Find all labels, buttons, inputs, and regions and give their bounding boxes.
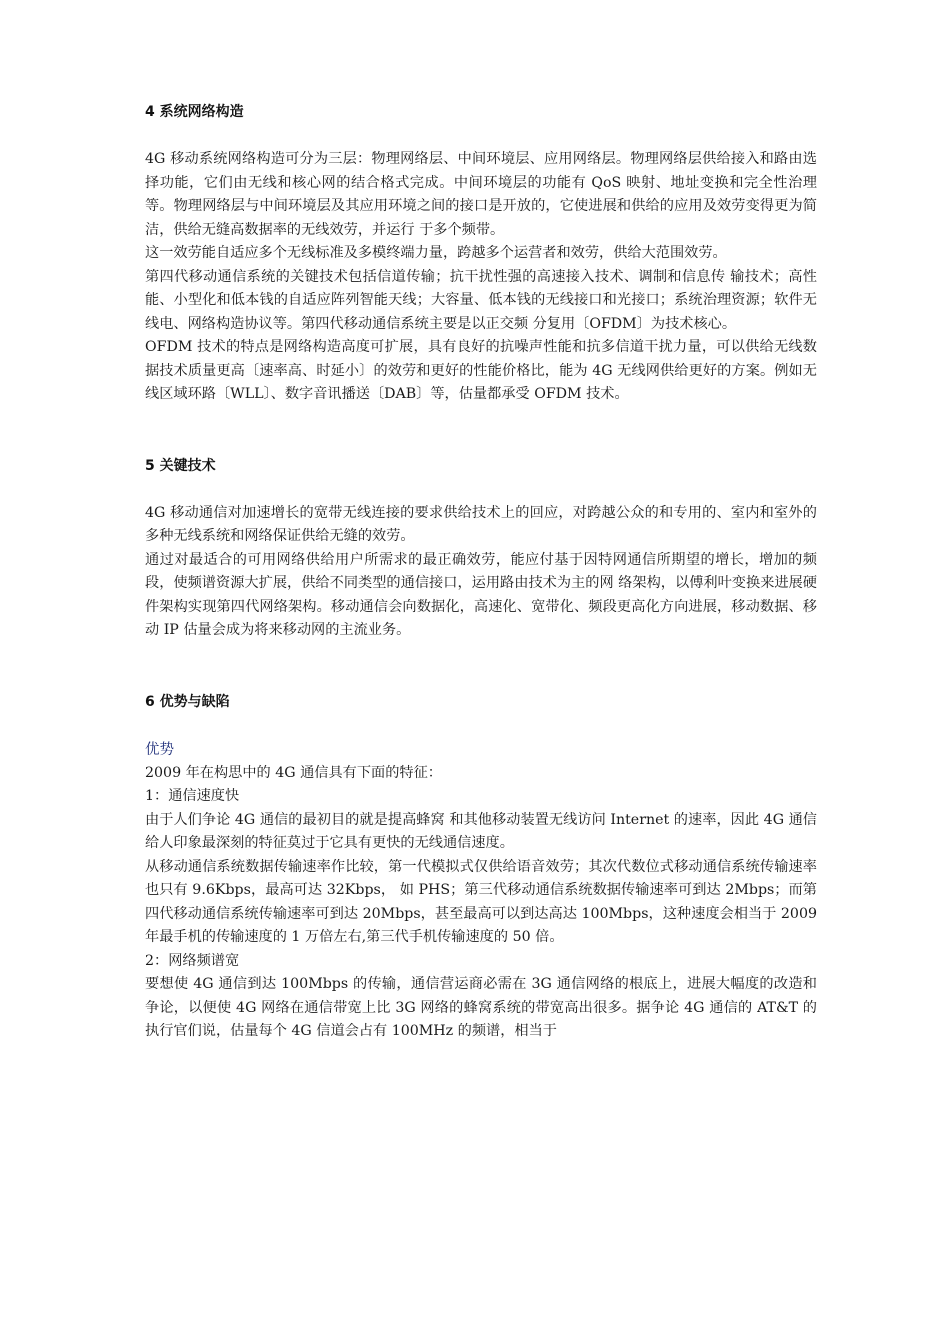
paragraph: 第四代移动通信系统的关键技术包括信道传输；抗干扰性强的高速接入技术、调制和信息传 输技术；高性能、小型化和低本钱的自适应阵列智能天线；大容量、低本钱的无线接口和光接口；系统治理资源；软件无线电、网络构造协议等。第四代移动通信系统主要是以正交频 分复用〔OFDM〕为技术核心。 [145, 268, 817, 332]
paragraph: 通过对最适合的可用网络供给用户所需求的最正确效劳，能应付基于因特网通信所期望的增长，增加的频段，使频谱资源大扩展，供给不同类型的通信接口，运用路由技术为主的网 络架构，以傅利叶变换来进展硬件架构实现第四代网络架构。移动通信会向数据化，高速化、宽带化、频段更高化方向进展，移动数据、移动 IP 估量会成为将来移动网的主流业务。 [145, 551, 817, 638]
paragraph: 4G 移动系统网络构造可分为三层：物理网络层、中间环境层、应用网络层。物理网络层供给接入和路由选择功能，它们由无线和核心网的结合格式完成。中间环境层的功能有 QoS 映射、地址变换和完全性治理等。物理网络层与中间环境层及其应用环境之间的接口是开放的，它使进展和供给的应用及效劳变得更为简洁，供给无缝高数据率的无线效劳，并运行 于多个频带。 [145, 151, 817, 238]
section-heading: 5 关键技术 [145, 457, 216, 474]
section-heading: 6 优势与缺陷 [145, 693, 230, 710]
paragraph: 要想使 4G 通信到达 100Mbps 的传输，通信营运商必需在 3G 通信网络的根底上，进展大幅度的改造和争论，以便使 4G 网络在通信带宽上比 3G 网络的蜂窝系统的带宽高出很多。据争论 4G 通信的 AT&T 的执行官们说，估量每个 4G 信道会占有 100MHz 的频谱，相当于 [145, 976, 817, 1039]
paragraph: 4G 移动通信对加速增长的宽带无线连接的要求供给技术上的回应，对跨越公众的和专用的、室内和室外的多种无线系统和网络保证供给无缝的效劳。 [145, 504, 817, 544]
list-item-title: 2：网络频谱宽 [145, 952, 240, 969]
section-network-structure [145, 100, 817, 407]
section-key-technology [145, 454, 817, 643]
paragraph: 从移动通信系统数据传输速率作比较，第一代模拟式仅供给语音效劳；其次代数位式移动通信系统传输速率也只有 9.6Kbps，最高可达 32Kbps， 如 PHS；第三代移动通信系统数据传输速率可到达 2Mbps；而第四代移动通信系统传输速率可到达 20Mbps，甚至最高可以到达高达 100Mbps，这种速度会相当于 2009 年最手机的传输速度的 1 万倍左右,第三代手机传输速度的 50 倍。 [145, 858, 817, 945]
document-body [145, 100, 817, 1044]
paragraph: 由于人们争论 4G 通信的最初目的就是提高蜂窝 和其他移动装置无线访问 Internet 的速率，因此 4G 通信给人印象最深刻的特征莫过于它具有更快的无线通信速度。 [145, 811, 817, 851]
section-heading: 4 系统网络构造 [145, 104, 244, 120]
paragraph: 2009 年在构思中的 4G 通信具有下面的特征： [145, 764, 442, 781]
subheading-advantages: 优势 [145, 741, 174, 758]
paragraph: 这一效劳能自适应多个无线标准及多模终端力量，跨越多个运营者和效劳，供给大范围效劳。 [145, 245, 727, 261]
list-item-title: 1：通信速度快 [145, 788, 240, 804]
section-advantages-defects [145, 690, 817, 1044]
paragraph: OFDM 技术的特点是网络构造高度可扩展，具有良好的抗噪声性能和抗多信道干扰力量，可以供给无线数据技术质量更高〔速率高、时延小〕的效劳和更好的性能价格比，能为 4G 无线网供给更好的方案。例如无线区域环路〔WLL〕、数字音讯播送〔DAB〕等，估量都承受 OFDM 技术。 [145, 339, 817, 402]
